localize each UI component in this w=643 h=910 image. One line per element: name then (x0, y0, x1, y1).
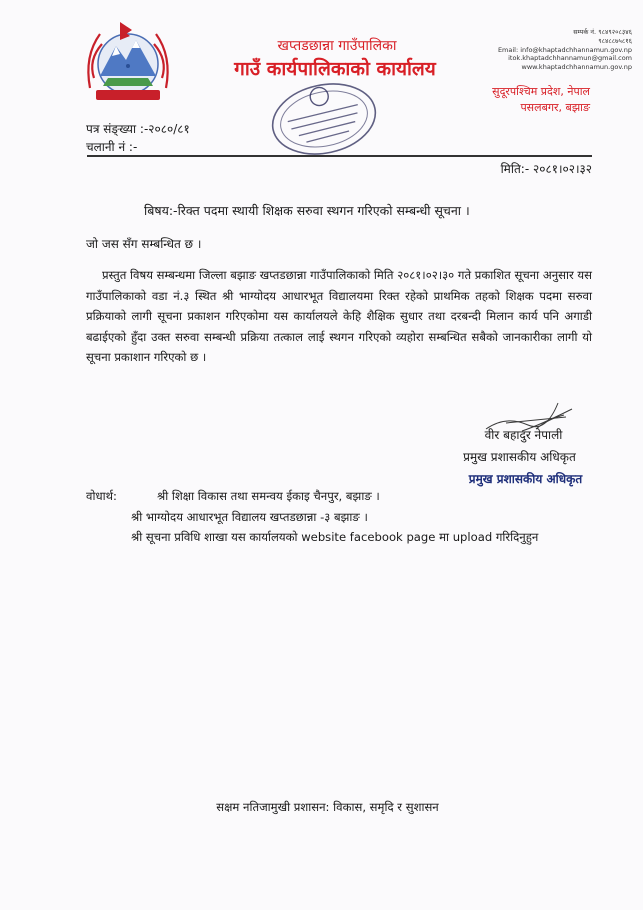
letter-body: प्रस्तुत विषय सम्बन्धमा जिल्ला बझाङ खप्तडछान्ना गाउँपालिकाको मिति २०८१।०२।३० गते प्रकाशित सूचना अनुसार यस गाउँपालिकाको वडा नं.३ स्थित श्री भाग्योदय आधारभूत विद्यालयमा रिक्त रहेको प्राथमिक तहको शिक्षक पदमा सरुवा प्रक्रियाको लागी सूचना प्रकाशन गरिएकोमा यस कार्यालयले केहि शैक्षिक सुधार तथा दरबन्दी मिलान कार्य पनि अगाडी बढाईएको हुँदा उक्त सरुवा सम्बन्धी प्रक्रिया तत्काल लाई स्थगन गरिएको व्यहोरा सम्बन्धित सबैको जानकारीका लागी यो सूचना प्रकाशान गरिएको छ । (86, 268, 592, 364)
office-address (450, 84, 590, 116)
signatory-name: वीर बहादुर नेपाली (484, 428, 563, 442)
signatory-designation: प्रमुख प्रशासकीय अधिकृत (463, 450, 576, 464)
cc-item-3: श्री सूचना प्रविधि शाखा यस कार्यालयको website facebook page मा upload गरिदिनुहुन (131, 530, 539, 544)
letter-date: मिति:- २०८१।०२।३२ (500, 162, 592, 176)
municipality-name: खप्तडछान्ना गाउँपालिका (277, 38, 397, 54)
nepal-emblem-icon (78, 16, 178, 108)
letter-subject: बिषय:-रिक्त पदमा स्थायी शिक्षक सरुवा स्थगन गरिएको सम्बन्धी सूचना । (144, 203, 470, 218)
header-divider (87, 155, 592, 157)
letter-greeting: जो जस सँग सम्बन्धित छ । (86, 237, 202, 251)
cc-item-2: श्री भाग्योदय आधारभूत विद्यालय खप्तडछान्ना -३ बझाङ । (131, 510, 368, 524)
reference-block (86, 120, 190, 156)
phone-2: ९८४८८७५८१६ (598, 36, 632, 45)
phone-label: सम्पर्क नं. (573, 28, 597, 36)
designation-stamp: प्रमुख प्रशासकीय अधिकृत (468, 472, 583, 486)
contact-block (452, 28, 632, 72)
phone-1: ९८४९२०८३४६ (598, 28, 632, 36)
phone-line (452, 28, 632, 37)
office-name: गाउँ कार्यपालिकाको कार्यालय (234, 58, 436, 80)
province-line: सुदूरपश्चिम प्रदेश, नेपाल (492, 85, 590, 98)
office-seal-icon (266, 78, 382, 160)
cc-item-1: श्री शिक्षा विकास तथा समन्वय ईकाइ चैनपुर, बझाङ । (157, 489, 380, 503)
letter-number: पत्र संङ्ख्या :-२०८०/८१ (86, 122, 190, 136)
footer-slogan: सक्षम नतिजामुखी प्रशासन: विकास, समृदि र सुशासन (216, 800, 439, 814)
website: www.khaptadchhannamun.gov.np (521, 63, 632, 72)
location-line: पसलबगर, बझाङ (520, 101, 590, 114)
email-1: Email: info@khaptadchhannamun.gov.np (497, 45, 632, 54)
email-2: itok.khaptadchhannamun@gmail.com (508, 54, 632, 63)
dispatch-number: चलानी नं :- (86, 140, 138, 154)
cc-label: वोधार्थ: (86, 489, 117, 503)
